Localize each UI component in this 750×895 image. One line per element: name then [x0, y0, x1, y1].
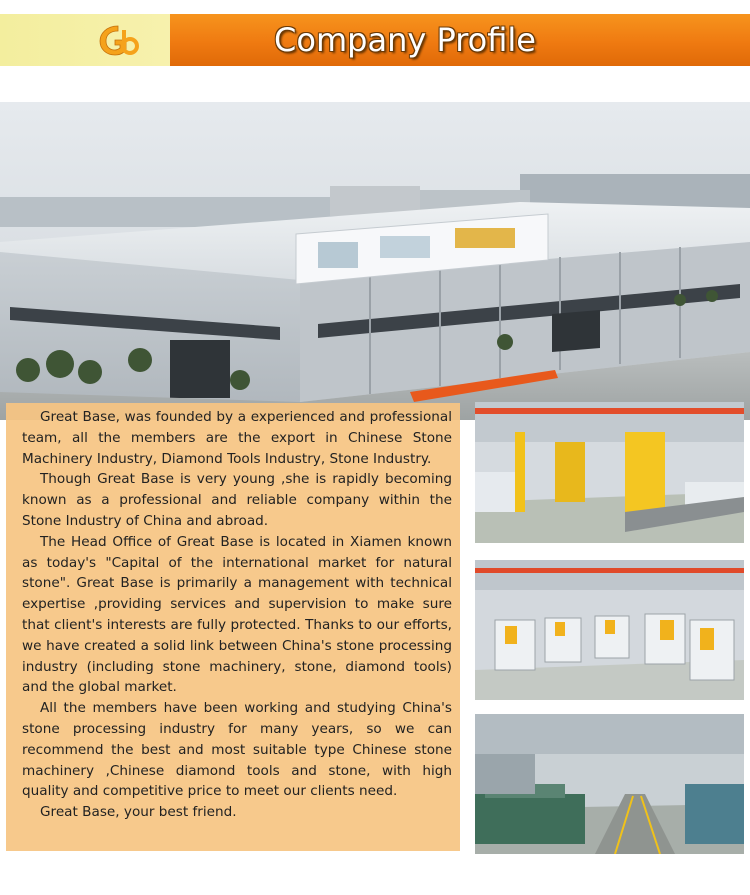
- header-banner: [0, 14, 750, 66]
- workshop-photo-machines-line: [475, 560, 744, 700]
- profile-paragraph: All the members have been working and studying China's stone processing industry for many years, so we can recommend the best and most suitable type Chinese stone machinery ,Chinese diamond tools and stone, with high quality and competitive price to meet our clients need.: [22, 700, 452, 800]
- great-base-logo: [96, 22, 140, 58]
- factory-photo: [0, 102, 750, 420]
- profile-paragraph: Great Base, your best friend.: [40, 804, 237, 821]
- profile-paragraph: The Head Office of Great Base is located in Xiamen known as today's "Capital of the international market for natural stone". Great Base is primarily a management with technical expertise ,providing services and supervision to make sure that client's interests are fully protected. Thanks to our efforts, we have created a solid link between China's stone processing industry (including stone machinery, stone, diamond tools) and the global market.: [22, 533, 452, 696]
- logo-strip: [0, 14, 170, 66]
- company-description-panel: [6, 403, 460, 851]
- profile-paragraph: Though Great Base is very young ,she is rapidly becoming known as a professional and reliable company within the Stone Industry of China and abroad.: [22, 471, 452, 529]
- page-title: Company Profile: [274, 21, 536, 59]
- workshop-photo-lathe-hall: [475, 714, 744, 854]
- workshop-photo-bridge-saw: [475, 402, 744, 543]
- profile-paragraph: Great Base, was founded by a experienced and professional team, all the members are the export in Chinese Stone Machinery Industry, Diamond Tools Industry, Stone Industry.: [22, 409, 452, 467]
